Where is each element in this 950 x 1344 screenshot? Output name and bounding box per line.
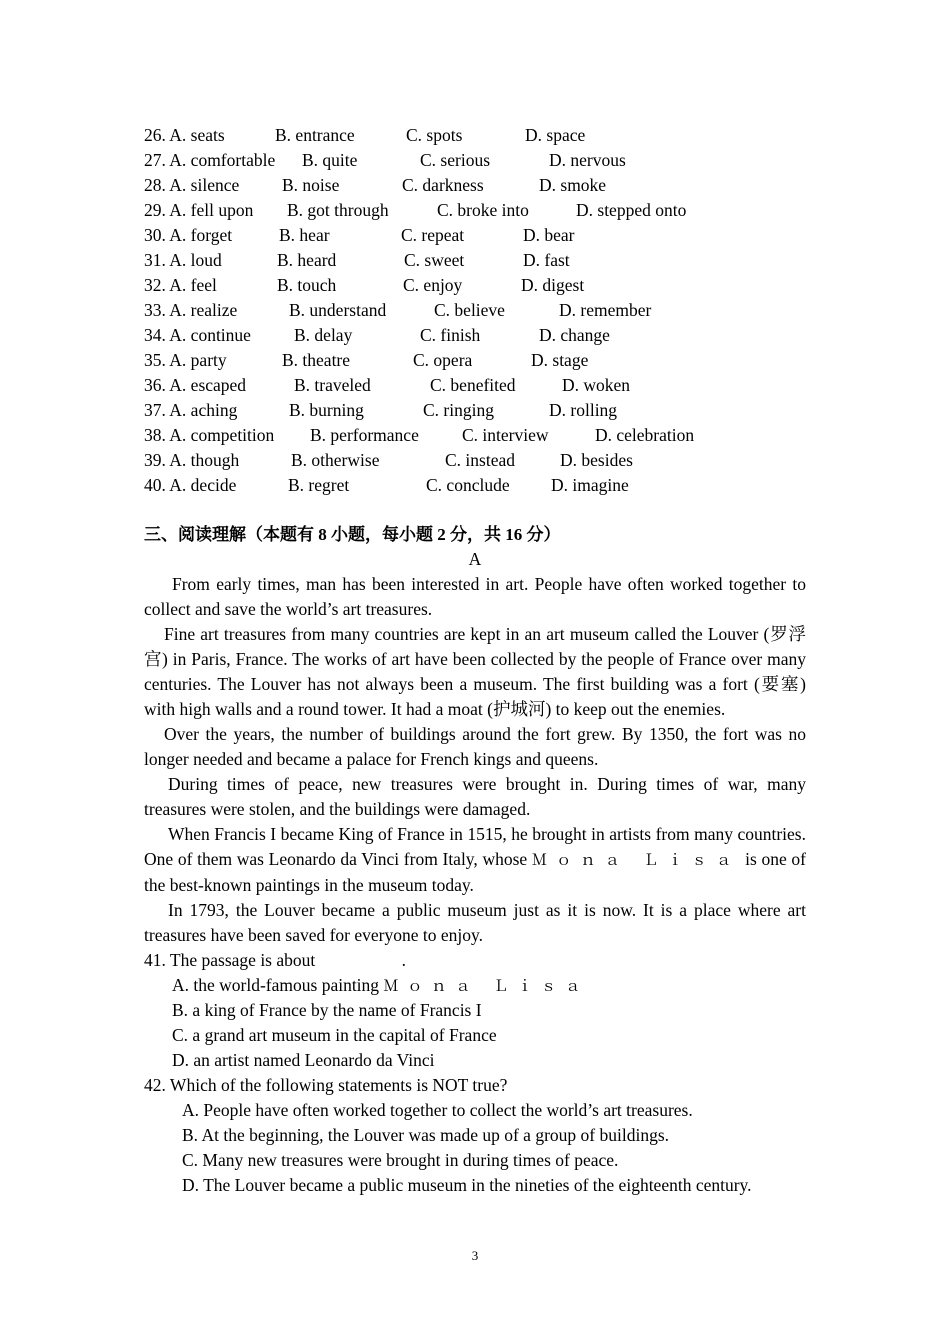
- passage-paragraph: [144, 822, 806, 898]
- option-c: C. spots: [406, 125, 463, 145]
- question-row: [144, 348, 806, 373]
- option-b: B. hear: [279, 225, 330, 245]
- option-c: C. opera: [413, 350, 473, 370]
- paragraph-text: is one of the best-known paintings in the museum today.: [144, 849, 806, 895]
- option-b: B. understand: [289, 300, 387, 320]
- stem-end: .: [401, 950, 406, 970]
- option-c: C. benefited: [430, 375, 516, 395]
- option-text: A. the world-famous painting: [172, 975, 380, 995]
- option-d: D. fast: [523, 250, 570, 270]
- passage-paragraph: Over the years, the number of buildings around the fort grew. By 1350, the fort was no longer needed and became a palace for French kings and queens.: [144, 724, 806, 769]
- passage-label: A: [468, 549, 482, 569]
- question-row: [144, 173, 806, 198]
- option-b: B. heard: [277, 250, 337, 270]
- option-b: B. performance: [310, 425, 419, 445]
- passage-paragraph: During times of peace, new treasures were brought in. During times of war, many treasures were stolen, and the buildings were damaged.: [144, 774, 806, 819]
- option-c: C. repeat: [401, 225, 465, 245]
- option-d: D. digest: [521, 275, 585, 295]
- option-b: B. got through: [287, 200, 389, 220]
- question-row: [144, 473, 806, 498]
- question-row: [144, 198, 806, 223]
- option-a: 39. A. though: [144, 450, 240, 470]
- option-d: D. celebration: [595, 425, 695, 445]
- option-a: 34. A. continue: [144, 325, 251, 345]
- option-a: 29. A. fell upon: [144, 200, 254, 220]
- option-b: B. touch: [277, 275, 337, 295]
- option-a: 40. A. decide: [144, 475, 237, 495]
- question-row: [144, 373, 806, 398]
- option-c: C. broke into: [437, 200, 529, 220]
- stem-text: 41. The passage is about: [144, 950, 316, 970]
- question-row: [144, 223, 806, 248]
- option-a: 30. A. forget: [144, 225, 233, 245]
- option-b: B. regret: [288, 475, 350, 495]
- question-row: [144, 248, 806, 273]
- passage-paragraph: From early times, man has been interested in art. People have often worked together to collect and save the world’s art treasures.: [144, 574, 806, 619]
- option-c: C. interview: [462, 425, 549, 445]
- option-a: 36. A. escaped: [144, 375, 247, 395]
- option-b: B. quite: [302, 150, 358, 170]
- option-c: C. believe: [434, 300, 505, 320]
- option-b: B. delay: [294, 325, 353, 345]
- option-c: C. darkness: [402, 175, 484, 195]
- option-a: 35. A. party: [144, 350, 227, 370]
- question-stem: 42. Which of the following statements is NOT true?: [144, 1075, 508, 1095]
- option-d: D. stage: [531, 350, 589, 370]
- passage-paragraph: Fine art treasures from many countries are kept in an art museum called the Louver (罗浮宫) in Paris, France. The works of art have been collected by the people of France over many centuries. The Louver has not always been a museum. The first building was a fort (要塞) with high walls and a round tower. It had a moat (护城河) to keep out the enemies.: [144, 624, 806, 719]
- option-c: C. instead: [445, 450, 515, 470]
- option-c: C. sweet: [404, 250, 465, 270]
- option-b: B. theatre: [282, 350, 351, 370]
- option-d: D. stepped onto: [576, 200, 687, 220]
- answer-option: [144, 973, 806, 998]
- answer-option: B. At the beginning, the Louver was made up of a group of buildings.: [182, 1125, 670, 1145]
- option-d: D. remember: [559, 300, 652, 320]
- option-a: 27. A. comfortable: [144, 150, 276, 170]
- question-row: [144, 123, 806, 148]
- option-d: D. woken: [562, 375, 631, 395]
- option-c: C. finish: [420, 325, 481, 345]
- section-heading: 三、阅读理解（本题有 8 小题，每小题 2 分，共 16 分）: [144, 525, 561, 544]
- option-d: D. smoke: [539, 175, 607, 195]
- option-c: C. conclude: [426, 475, 510, 495]
- question-41: [144, 948, 806, 1073]
- question-row: [144, 298, 806, 323]
- answer-option: D. an artist named Leonardo da Vinci: [172, 1050, 435, 1070]
- option-a: 28. A. silence: [144, 175, 240, 195]
- question-row: [144, 273, 806, 298]
- option-a: 31. A. loud: [144, 250, 222, 270]
- answer-option: C. a grand art museum in the capital of France: [172, 1025, 497, 1045]
- option-d: D. bear: [523, 225, 575, 245]
- choice-questions: [144, 123, 806, 498]
- question-row: [144, 423, 806, 448]
- option-c: C. enjoy: [403, 275, 463, 295]
- answer-option: C. Many new treasures were brought in during times of peace.: [182, 1150, 619, 1170]
- option-a: 26. A. seats: [144, 125, 225, 145]
- question-row: [144, 448, 806, 473]
- question-row: [144, 323, 806, 348]
- question-42: [144, 1073, 806, 1198]
- passage-paragraph: In 1793, the Louver became a public museum just as it is now. It is a place where art treasures have been saved for everyone to enjoy.: [144, 900, 806, 945]
- option-d: D. rolling: [549, 400, 618, 420]
- option-b: B. traveled: [294, 375, 371, 395]
- option-b: B. entrance: [275, 125, 355, 145]
- question-row: [144, 398, 806, 423]
- reading-passage: [144, 572, 806, 948]
- painting-title: Ｍｏｎａ Ｌｉｓａ: [531, 851, 741, 869]
- option-d: D. nervous: [549, 150, 626, 170]
- option-d: D. change: [539, 325, 610, 345]
- question-stem: [144, 948, 806, 973]
- option-c: C. ringing: [423, 400, 494, 420]
- option-d: D. space: [525, 125, 586, 145]
- option-b: B. otherwise: [291, 450, 380, 470]
- answer-option: A. People have often worked together to collect the world’s art treasures.: [182, 1100, 693, 1120]
- option-a: 38. A. competition: [144, 425, 275, 445]
- answer-option: D. The Louver became a public museum in the nineties of the eighteenth century.: [182, 1175, 752, 1195]
- option-a: 33. A. realize: [144, 300, 238, 320]
- option-c: C. serious: [420, 150, 490, 170]
- option-a: 37. A. aching: [144, 400, 238, 420]
- option-a: 32. A. feel: [144, 275, 217, 295]
- option-b: B. noise: [282, 175, 340, 195]
- page-content: [144, 123, 806, 1198]
- question-row: [144, 148, 806, 173]
- painting-title: Ｍｏｎａ Ｌｉｓａ: [383, 977, 590, 995]
- option-d: D. besides: [560, 450, 633, 470]
- paragraph-text: When Francis I became King of France in 1515, he brought in artists from many countries. One of them was Leonardo da Vinci from Italy, whose: [144, 824, 806, 869]
- answer-option: B. a king of France by the name of Francis I: [172, 1000, 482, 1020]
- option-b: B. burning: [289, 400, 364, 420]
- page-number: 3: [471, 1248, 479, 1263]
- option-d: D. imagine: [551, 475, 629, 495]
